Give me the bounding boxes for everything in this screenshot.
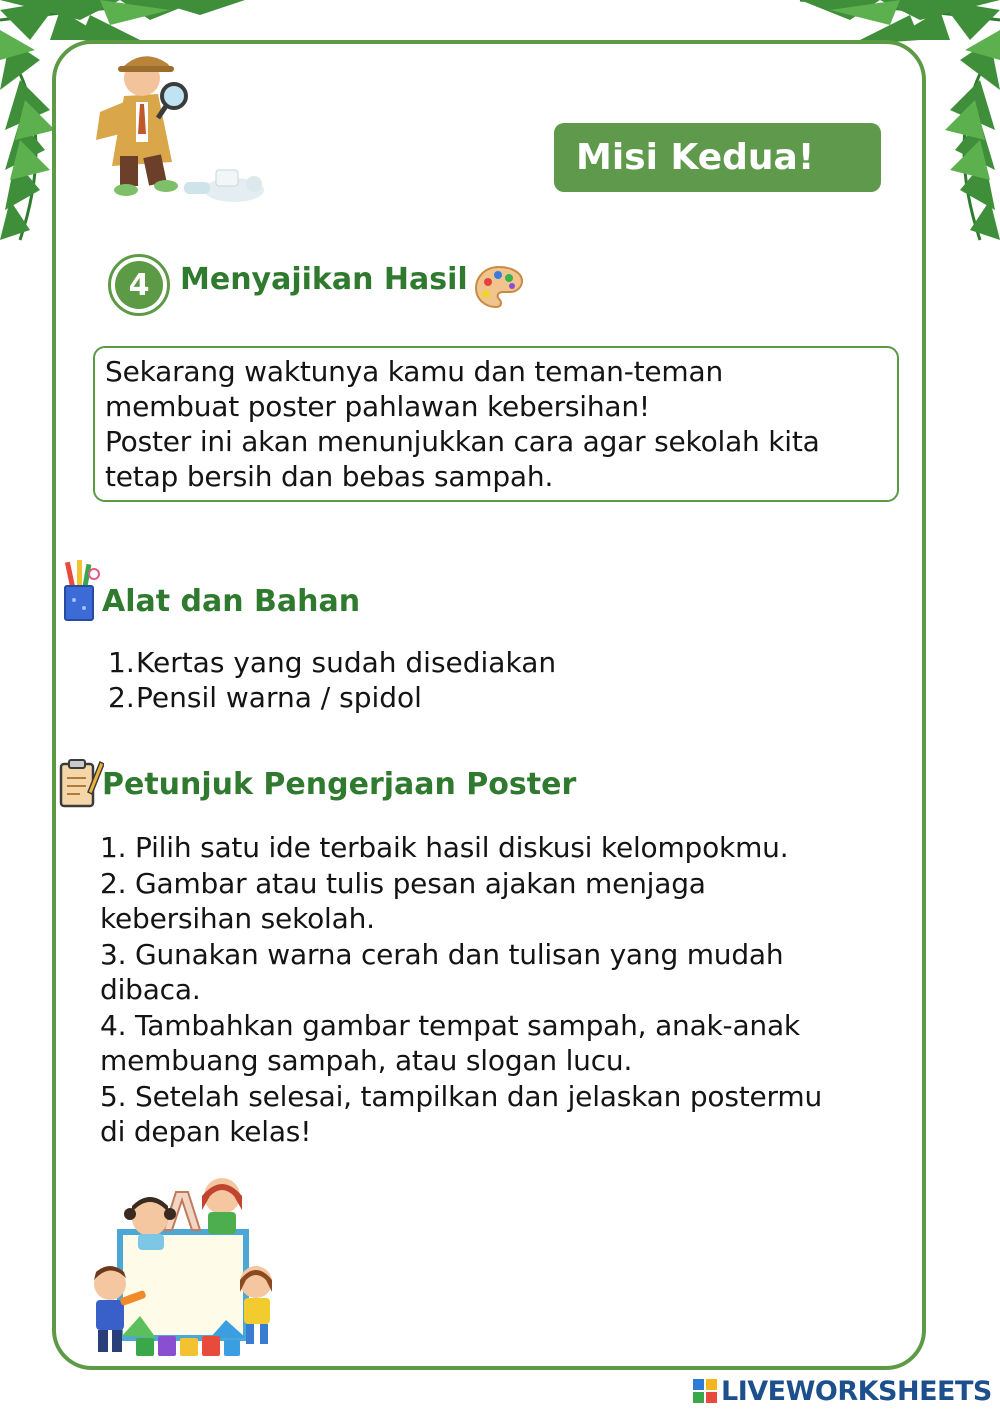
list-item-number: 2.	[108, 681, 135, 714]
step-number-badge	[108, 254, 170, 316]
instruction-line: 2. Gambar atau tulis pesan ajakan menjaga	[100, 866, 706, 900]
brand-name: LIVEWORKSHEETS	[721, 1375, 992, 1407]
list-item	[108, 680, 556, 715]
intro-line: membuat poster pahlawan kebersihan!	[105, 390, 650, 423]
instruction-line: 1. Pilih satu ide terbaik hasil diskusi kelompokmu.	[100, 831, 789, 864]
liveworksheets-logo-icon	[693, 1379, 717, 1403]
instruction-line: kebersihan sekolah.	[100, 902, 375, 935]
instructions-list	[100, 830, 822, 1150]
intro-line: tetap bersih dan bebas sampah.	[105, 460, 554, 493]
list-item-number: 1.	[108, 646, 135, 679]
pencil-cup-icon	[60, 560, 102, 622]
intro-line: Sekarang waktunya kamu dan teman-teman	[105, 355, 723, 388]
instruction-line: membuang sampah, atau slogan lucu.	[100, 1044, 633, 1077]
instruction-line: dibaca.	[100, 973, 201, 1006]
step-number: 4	[115, 261, 163, 309]
intro-line: Poster ini akan menunjukkan cara agar sekolah kita	[105, 425, 820, 458]
liveworksheets-brand	[693, 1374, 992, 1408]
palette-icon	[474, 264, 524, 310]
tools-section-title: Alat dan Bahan	[102, 584, 361, 619]
clipboard-icon	[58, 756, 104, 808]
kids-painting-illustration	[80, 1166, 280, 1366]
list-item	[108, 645, 556, 680]
tools-list	[108, 645, 556, 715]
intro-text-box	[93, 346, 899, 502]
step-title: Menyajikan Hasil	[180, 262, 468, 297]
detective-illustration	[76, 44, 268, 214]
instruction-line: 3. Gunakan warna cerah dan tulisan yang mudah	[100, 937, 784, 971]
instruction-line: 5. Setelah selesai, tampilkan dan jelaskan postermu	[100, 1079, 822, 1113]
list-item-text: Kertas yang sudah disediakan	[136, 646, 557, 679]
instructions-section-title: Petunjuk Pengerjaan Poster	[102, 767, 577, 802]
instruction-line: 4. Tambahkan gambar tempat sampah, anak-anak	[100, 1008, 800, 1042]
list-item-text: Pensil warna / spidol	[136, 681, 422, 714]
mission-title-badge: Misi Kedua!	[554, 123, 881, 192]
instruction-line: di depan kelas!	[100, 1115, 312, 1148]
